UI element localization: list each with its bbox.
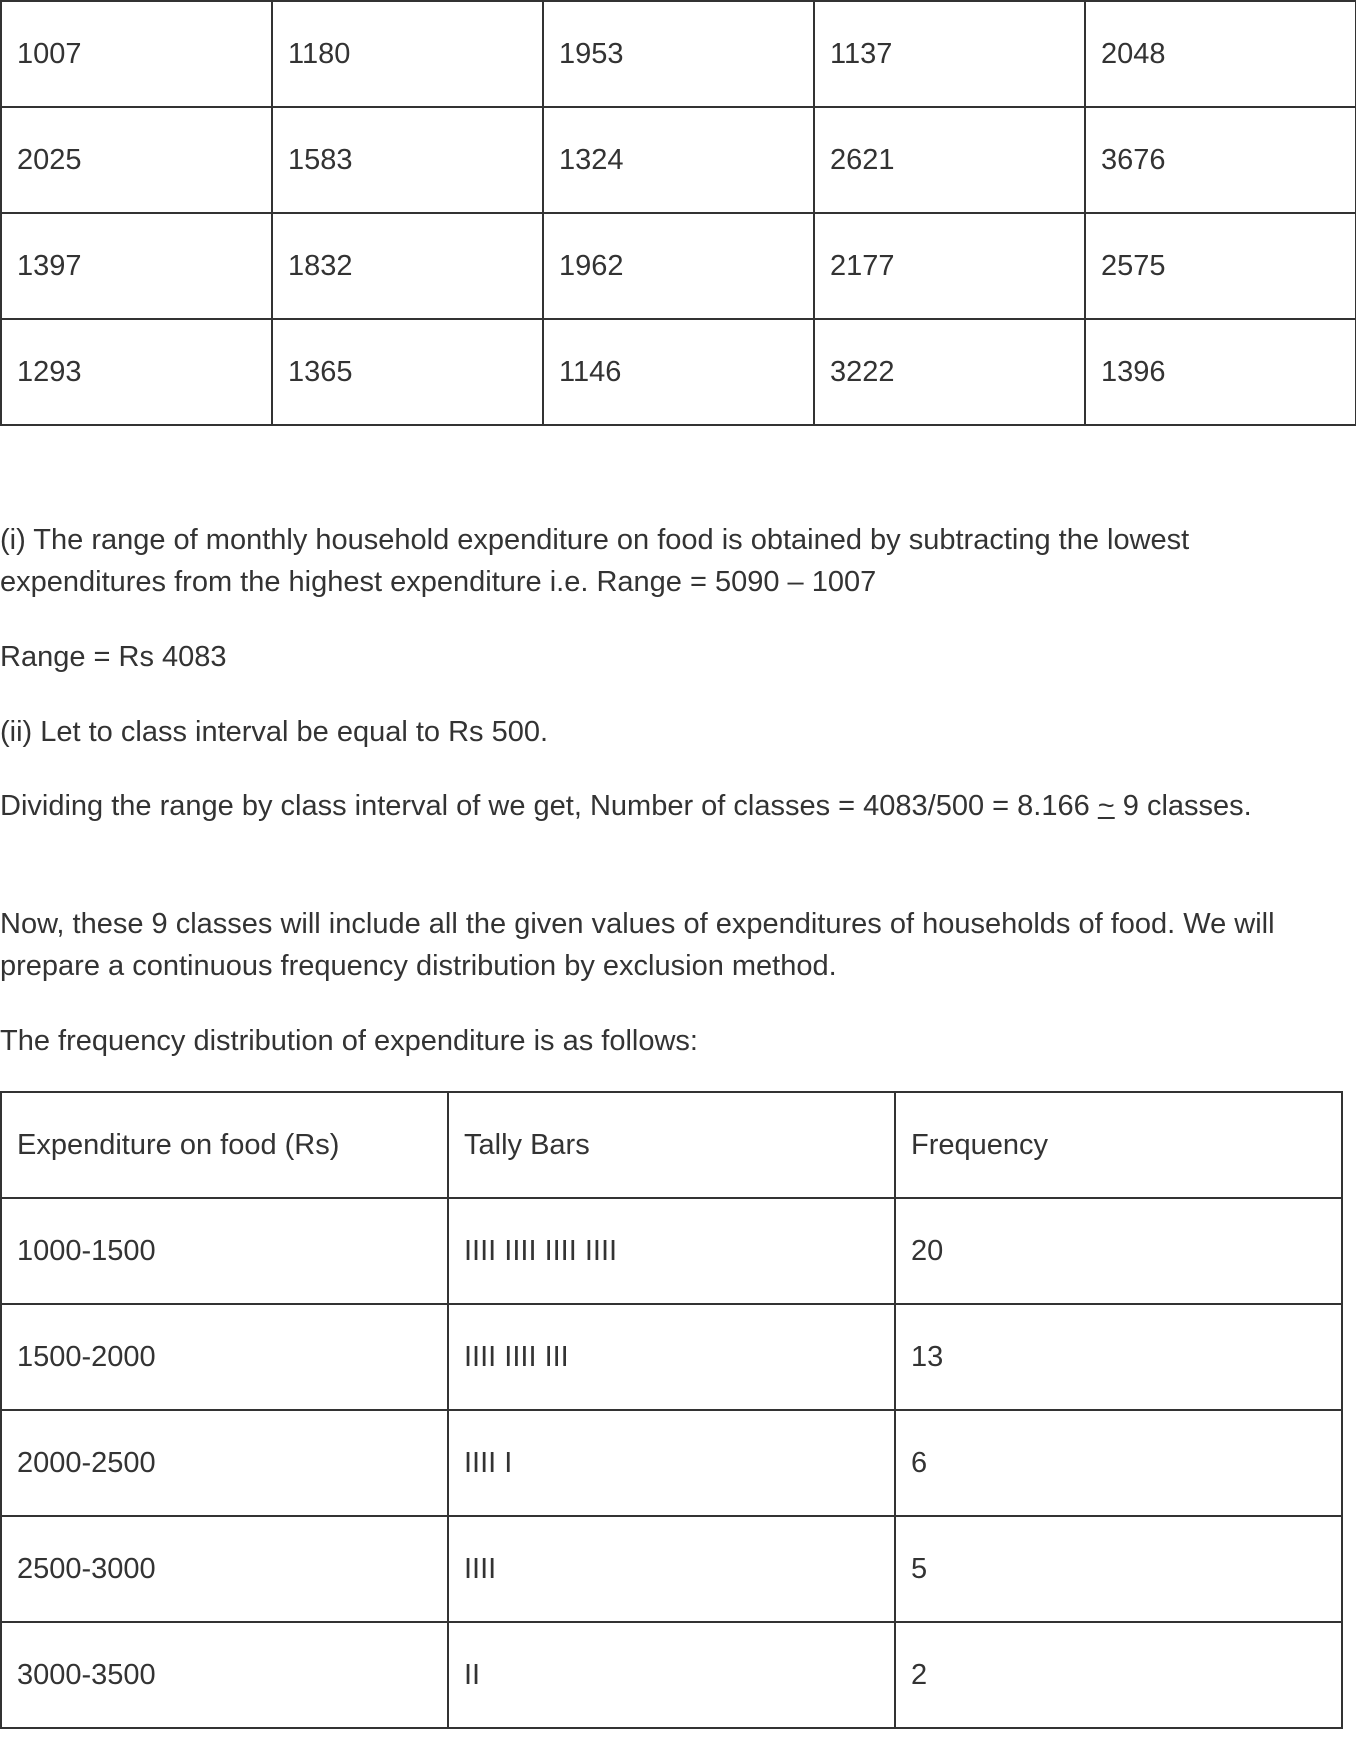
number-of-classes-result: 9 classes. bbox=[1114, 790, 1252, 822]
table-cell: 1137 bbox=[814, 1, 1085, 107]
tally-cell: IIII I bbox=[448, 1410, 895, 1516]
table-row bbox=[1, 1622, 1342, 1728]
tally-cell: IIII IIII III bbox=[448, 1304, 895, 1410]
table-row bbox=[1, 1516, 1342, 1622]
table-row bbox=[1, 1198, 1342, 1304]
range-explanation: (i) The range of monthly household expenditure on food is obtained by subtracting the lowest expenditures from the highest expenditure i.e. Range = 5090 – 1007 bbox=[0, 524, 1190, 598]
table-row bbox=[1, 213, 1356, 319]
column-header-frequency: Frequency bbox=[895, 1092, 1342, 1198]
tally-cell: IIII bbox=[448, 1516, 895, 1622]
table-cell: 1007 bbox=[1, 1, 272, 107]
class-interval-cell: 3000-3500 bbox=[1, 1622, 448, 1728]
table-cell: 1397 bbox=[1, 213, 272, 319]
table-cell: 1293 bbox=[1, 319, 272, 425]
expenditure-data-table bbox=[0, 0, 1356, 426]
tally-cell: II bbox=[448, 1622, 895, 1728]
approx-symbol: ~ bbox=[1097, 790, 1115, 822]
table-cell: 1180 bbox=[272, 1, 543, 107]
table-cell: 2177 bbox=[814, 213, 1085, 319]
table-cell: 2025 bbox=[1, 107, 272, 213]
class-interval-cell: 2000-2500 bbox=[1, 1410, 448, 1516]
table-header-row bbox=[1, 1092, 1342, 1198]
table-cell: 1583 bbox=[272, 107, 543, 213]
table-cell: 1324 bbox=[543, 107, 814, 213]
table-cell: 2621 bbox=[814, 107, 1085, 213]
frequency-cell: 20 bbox=[895, 1198, 1342, 1304]
table-cell: 1962 bbox=[543, 213, 814, 319]
table-cell: 1146 bbox=[543, 319, 814, 425]
table-cell: 3676 bbox=[1085, 107, 1356, 213]
table-row bbox=[1, 1304, 1342, 1410]
class-interval-statement: (ii) Let to class interval be equal to Rs 500. bbox=[0, 716, 549, 748]
class-interval-cell: 1500-2000 bbox=[1, 1304, 448, 1410]
class-interval-cell: 1000-1500 bbox=[1, 1198, 448, 1304]
classes-explanation: Now, these 9 classes will include all the given values of expenditures of households of food. We will prepare a continuous frequency distribution by exclusion method. bbox=[0, 908, 1275, 982]
table-cell: 1953 bbox=[543, 1, 814, 107]
frequency-cell: 13 bbox=[895, 1304, 1342, 1410]
table-cell: 1832 bbox=[272, 213, 543, 319]
table-row bbox=[1, 1, 1356, 107]
table-row bbox=[1, 1410, 1342, 1516]
column-header-expenditure: Expenditure on food (Rs) bbox=[1, 1092, 448, 1198]
frequency-cell: 2 bbox=[895, 1622, 1342, 1728]
column-header-tally: Tally Bars bbox=[448, 1092, 895, 1198]
tally-cell: IIII IIII IIII IIII bbox=[448, 1198, 895, 1304]
frequency-intro: The frequency distribution of expenditure is as follows: bbox=[0, 1025, 698, 1057]
frequency-cell: 5 bbox=[895, 1516, 1342, 1622]
number-of-classes-paragraph bbox=[0, 785, 1330, 827]
table-row bbox=[1, 319, 1356, 425]
table-row bbox=[1, 107, 1356, 213]
table-cell: 2048 bbox=[1085, 1, 1356, 107]
table-cell: 1365 bbox=[272, 319, 543, 425]
class-interval-cell: 2500-3000 bbox=[1, 1516, 448, 1622]
table-cell: 1396 bbox=[1085, 319, 1356, 425]
frequency-distribution-table bbox=[0, 1091, 1343, 1729]
frequency-cell: 6 bbox=[895, 1410, 1342, 1516]
table-cell: 3222 bbox=[814, 319, 1085, 425]
table-cell: 2575 bbox=[1085, 213, 1356, 319]
range-result: Range = Rs 4083 bbox=[0, 641, 227, 673]
number-of-classes-text: Dividing the range by class interval of we get, Number of classes = 4083/500 = 8.166 bbox=[0, 790, 1098, 822]
